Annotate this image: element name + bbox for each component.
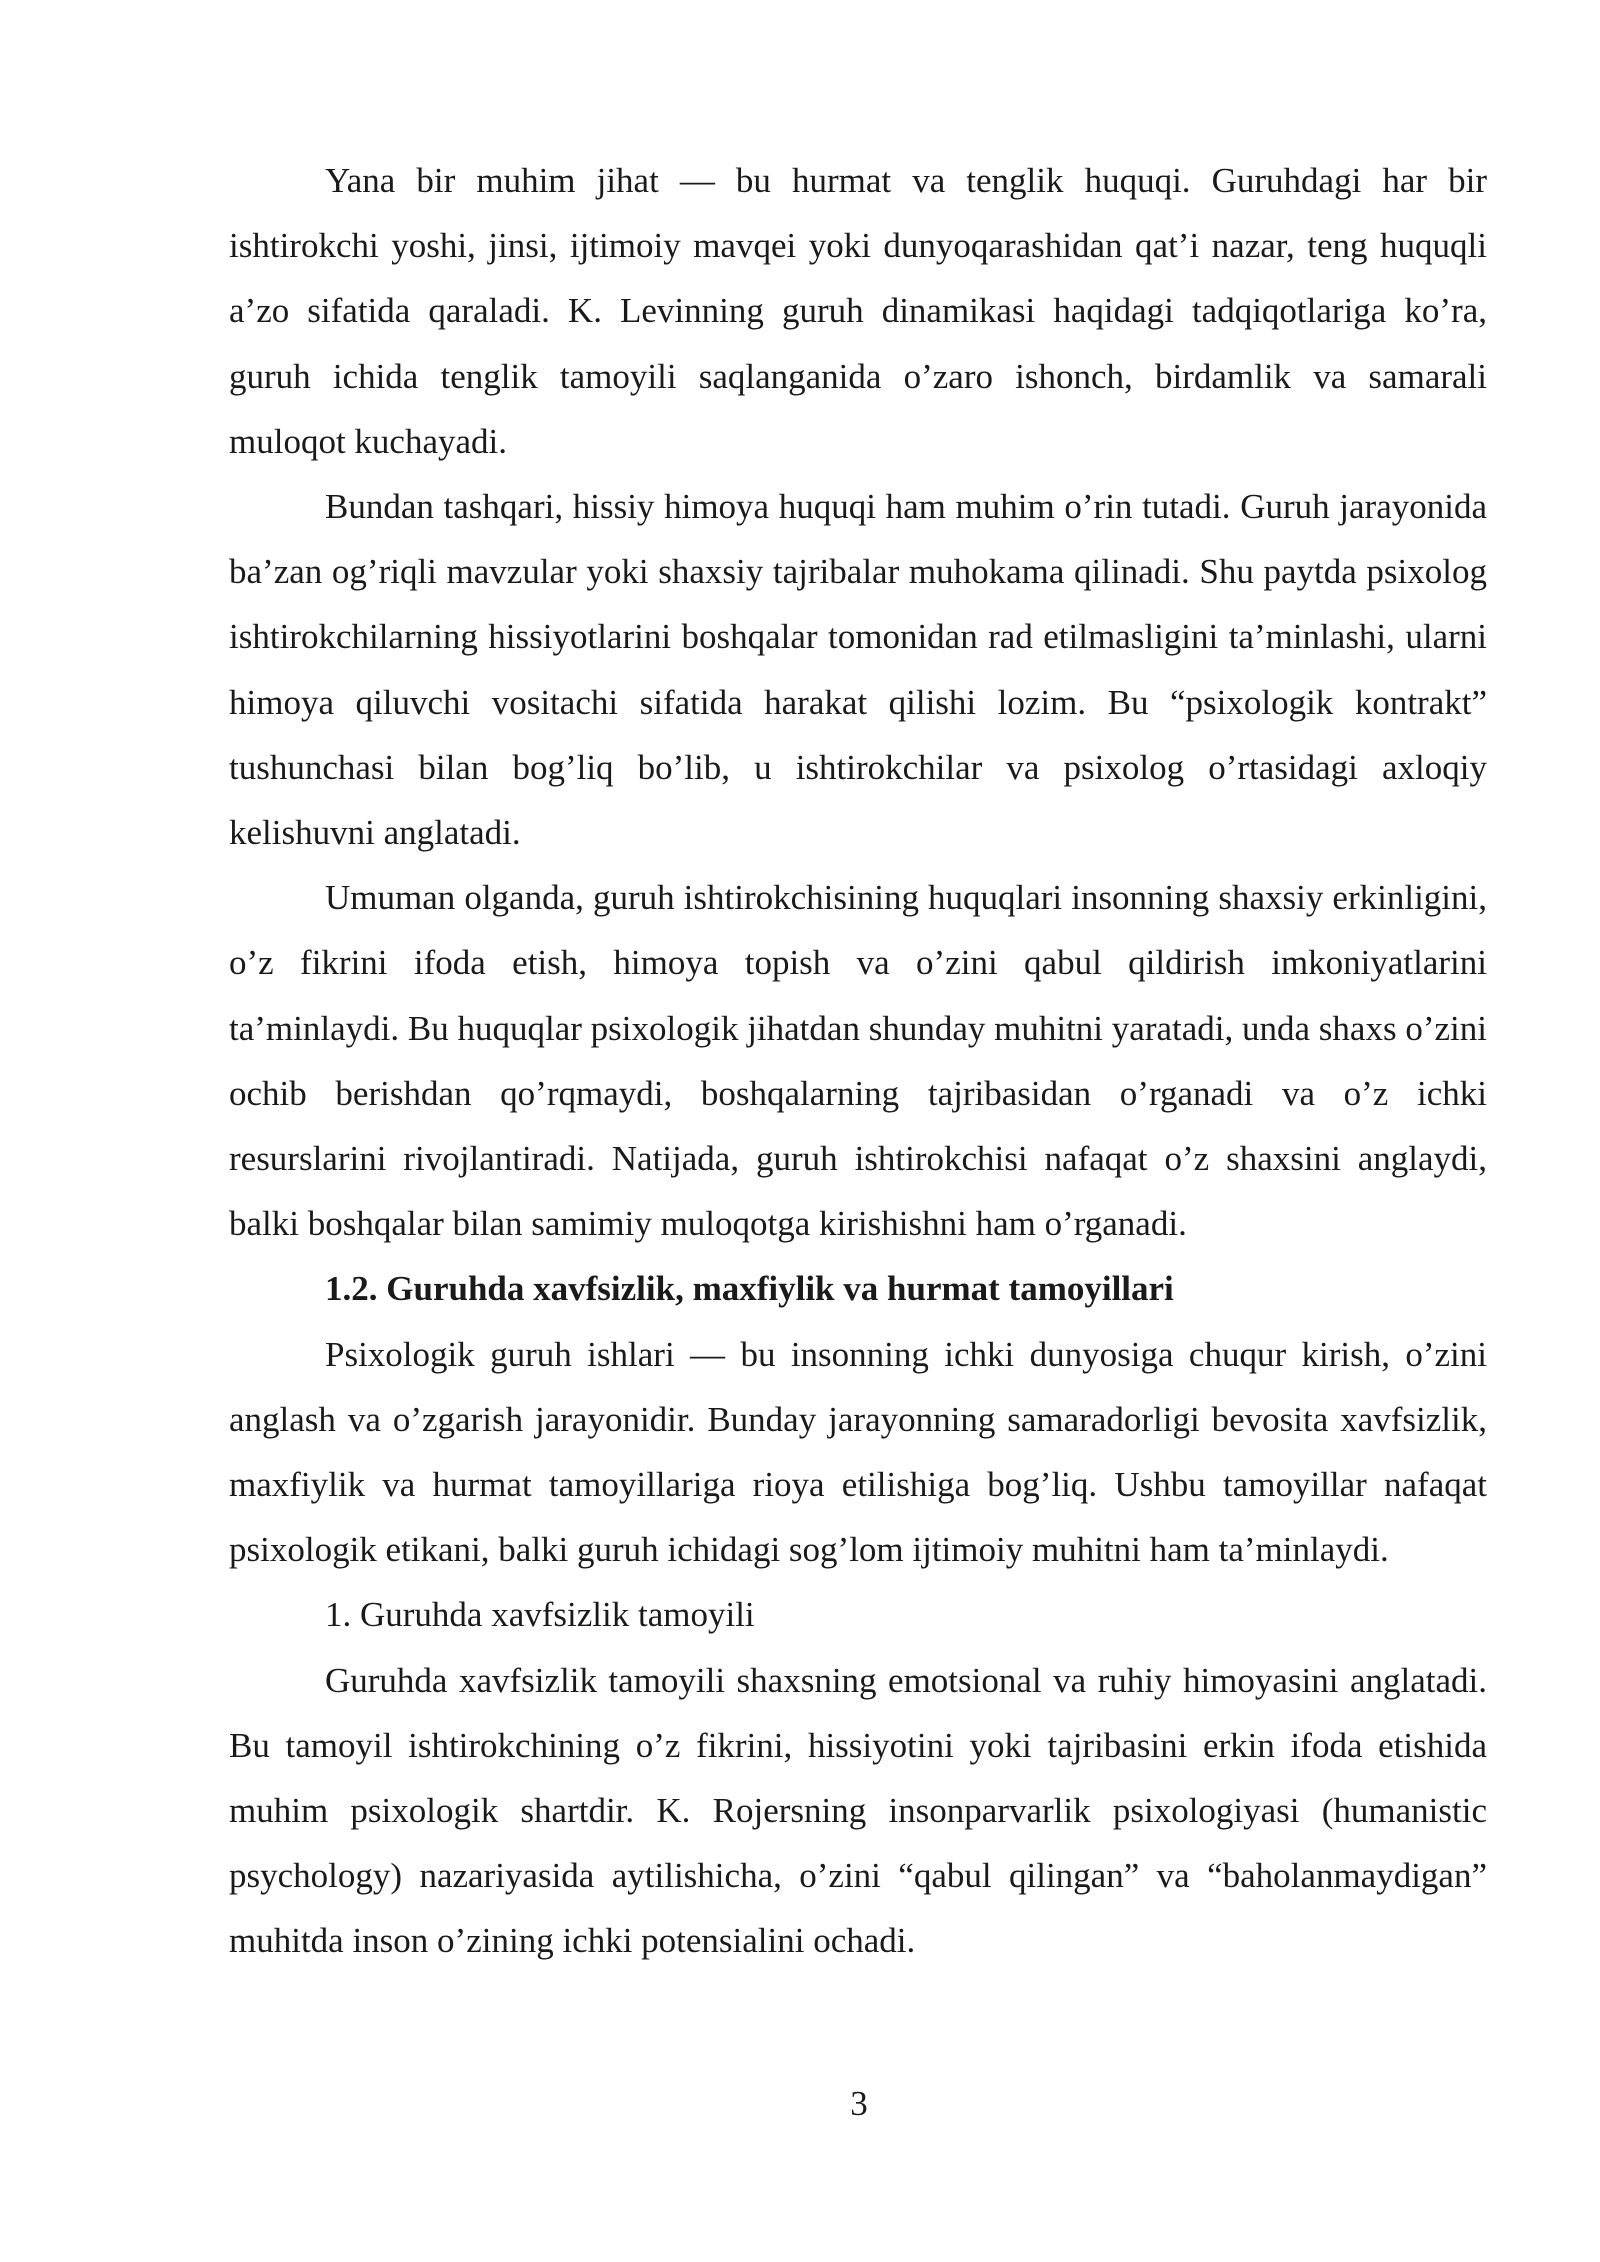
subheading-safety-principle: 1. Guruhda xavfsizlik tamoyili — [325, 1595, 755, 1635]
paragraph-safety-principle: Guruhda xavfsizlik tamoyili shaxsning emotsional va ruhiy himoyasini anglatadi. Bu tamoyil ishtirokchining o’z fikrini, hissiyotini yoki tajribasini erkin ifoda etishida muhim psixologik shartdir. K. Rojersning insonparvarlik psixologiyasi (humanistic psychology) nazariyasida aytilishicha, o’zini “qabul qilingan” va “baholanmaydigan” muhitda inson o’zining ichki potensialini ochadi. — [229, 1660, 1487, 1961]
paragraph-equality-rights: Yana bir muhim jihat — bu hurmat va tenglik huquqi. Guruhdagi har bir ishtirokchi yoshi, jinsi, ijtimoiy mavqei yoki dunyoqarashidan qat’i nazar, teng huquqli a’zo sifatida qaraladi. K. Levinning guruh dinamikasi haqidagi tadqiqotlariga ko’ra, guruh ichida tenglik tamoyili saqlanganida o’zaro ishonch, birdamlik va samarali muloqot kuchayadi. — [229, 161, 1487, 461]
paragraph-emotional-protection: Bundan tashqari, hissiy himoya huquqi ham muhim o’rin tutadi. Guruh jarayonida ba’zan og’riqli mavzular yoki shaxsiy tajribalar muhokama qilinadi. Shu paytda psixolog ishtirokchilarning hissiyotlarini boshqalar tomonidan rad etilmasligini ta’minlashi, ularni himoya qiluvchi vositachi sifatida harakat qilishi lozim. Bu “psixologik kontrakt” tushunchasi bilan bog’liq bo’lib, u ishtirokchilar va psixolog o’rtasidagi axloqiy kelishuvni anglatadi. — [229, 487, 1487, 853]
body-text — [229, 148, 1487, 1974]
page-number: 3 — [850, 2084, 868, 2123]
section-heading: 1.2. Guruhda xavfsizlik, maxfiylik va hurmat tamoyillari — [325, 1269, 1174, 1309]
paragraph-summary: Umuman olganda, guruh ishtirokchisining huquqlari insonning shaxsiy erkinligini, o’z fikrini ifoda etish, himoya topish va o’zini qabul qildirish imkoniyatlarini ta’minlaydi. Bu huquqlar psixologik jihatdan shunday muhitni yaratadi, unda shaxs o’zini ochib berishdan qo’rqmaydi, boshqalarning tajribasidan o’rganadi va o’z ichki resurslarini rivojlantiradi. Natijada, guruh ishtirokchisi nafaqat o’z shaxsini anglaydi, balki boshqalar bilan samimiy muloqotga kirishishni ham o’rganadi. — [229, 878, 1487, 1244]
paragraph-group-work-intro: Psixologik guruh ishlari — bu insonning ichki dunyosiga chuqur kirish, o’zini anglash va o’zgarish jarayonidir. Bunday jarayonning samaradorligi bevosita xavfsizlik, maxfiylik va hurmat tamoyillariga rioya etilishiga bog’liq. Ushbu tamoyillar nafaqat psixologik etikani, balki guruh ichidagi sog’lom ijtimoiy muhitni ham ta’minlaydi. — [229, 1334, 1487, 1570]
